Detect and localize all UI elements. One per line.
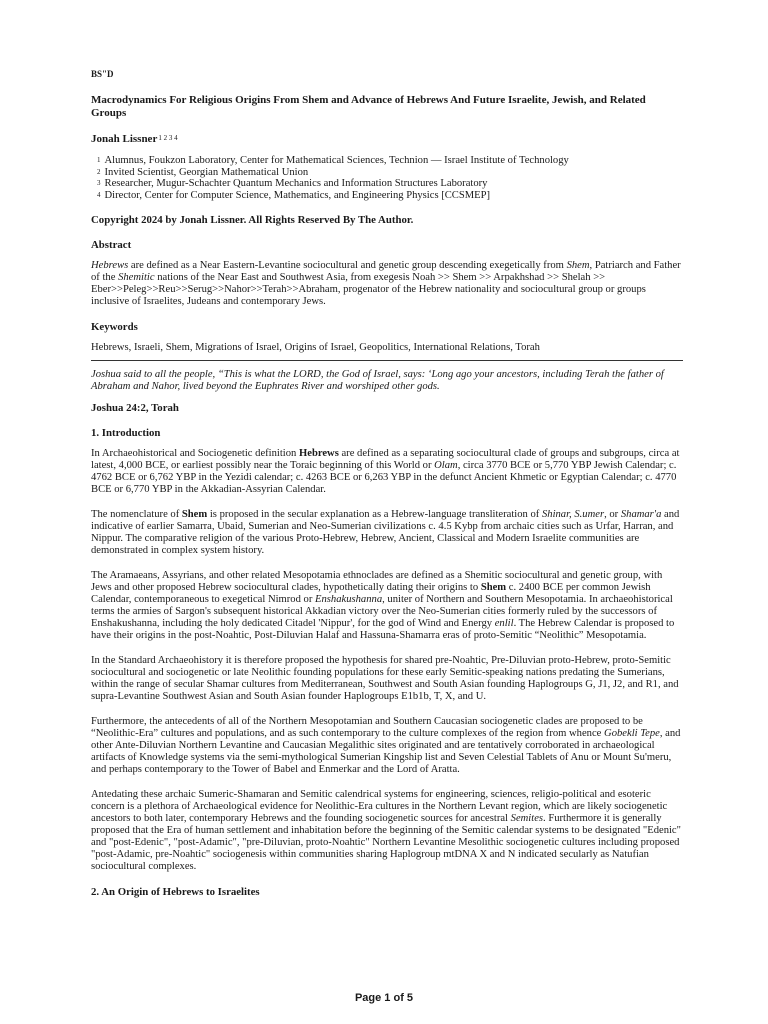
intro-paragraph-1: In Archaeohistorical and Sociogenetic definition Hebrews are defined as a separating sociocultural clade of groups and subgroups, circa at latest, 4,000 BCE, or earliest possibly near the Toraic beginning of this World or Olam, circa 3770 BCE or 5,770 YBP Jewish Calendar; c. 4762 BCE or 6,762 YBP in the Yezidi calendar; c. 4263 BCE or 6,263 YBP in the defunct Ancient Khmetic or Egyptian Calendar; c. 4770 BCE or 6,770 YBP in the Akkadian-Assyrian Calendar. <box>91 448 680 495</box>
section-2-heading: 2. An Origin of Hebrews to Israelites <box>91 886 260 898</box>
affiliation-4-text: Director, Center for Computer Science, Mathematics, and Engineering Physics [CCSMEP] <box>104 189 491 201</box>
affiliation-4 <box>97 190 683 202</box>
affiliation-4-num: 4 <box>97 190 101 199</box>
paper-title: Macrodynamics For Religious Origins From Shem and Advance of Hebrews And Future Israelite, Jewish, and Related Groups <box>91 94 646 119</box>
bsd-header: BS"D <box>91 69 114 79</box>
divider-rule <box>91 360 683 361</box>
intro-paragraph-2: The nomenclature of Shem is proposed in the secular explanation as a Hebrew-language transliteration of Shinar, S.umer, or Shamar'a and indicative of earlier Samarra, Ubaid, Sumerian and Neo-Sumerian civilizations c. 4.5 Kybp from archaic cities such as Urfar, Harran, and Nippur. The comparative religion of the various Proto-Hebrew, Hebrew, Ancient, Classical and Modern Israelite communities are demonstrated in complex system history. <box>91 509 680 556</box>
affiliation-1-text: Alumnus, Foukzon Laboratory, Center for Mathematical Sciences, Technion — Israel Institute of Technology <box>104 155 569 166</box>
affiliation-2 <box>97 167 683 179</box>
abstract-text: Hebrews are defined as a Near Eastern-Levantine sociocultural and genetic group descending exegetically from Shem, Patriarch and Father of the Shemitic nations of the Near East and Southwest Asia, from exegesis Noah >> Shem >> Arpakhshad >> Shelah >> Eber>>Peleg>>Reu>>Serug>>Nahor>>Terah>>Abraham, progenator of the Hebrew nationality and sociocultural group or groups inclusive of Israelites, Judeans and contemporary Jews. <box>91 260 681 307</box>
intro-paragraph-4: In the Standard Archaeohistory it is therefore proposed the hypothesis for shared pre-Noahtic, Pre-Diluvian proto-Hebrew, proto-Semitic sociocultural and sociogenetic or late Neolithic founding populations for these early Semitic-speaking nations predating the Sumerians, within the range of secular Shamar cultures from Mediterranean, Southwest and South Asian founding Haplogroups G, J1, J2, and R1, and supra-Levantine Southwest Asian and South Asian founder Haplogroups E1b1b, T, X, and U. <box>91 655 679 702</box>
affiliation-1 <box>97 155 683 167</box>
intro-paragraph-5: Furthermore, the antecedents of all of the Northern Mesopotamian and Southern Caucasian sociogenetic clades are proposed to be “Neolithic-Era” cultures and populations, and as such contemporary to the culture complexes of the region from whence Gobekli Tepe, and other Ante-Diluvian Northern Levantine and Caucasian Megalithic sites originated and are tentatively corroborated in archaeological artifacts of Knowledge systems via the semi-mythological Sumerian Kingship list and Seven Celestial Tablets of Anu or Mount Su'meru, and perhaps contemporary to the Tower of Babel and Enmerkar and the Lord of Aratta. <box>91 716 681 775</box>
affiliation-3-num: 3 <box>97 179 101 187</box>
author-name: Jonah Lissner <box>91 133 158 145</box>
affiliation-3-text: Researcher, Mugur-Schachter Quantum Mechanics and Information Structures Laboratory <box>104 178 488 189</box>
affiliation-2-num: 2 <box>97 167 101 176</box>
page-number: Page 1 of 5 <box>354 992 414 1004</box>
intro-paragraph-6: Antedating these archaic Sumeric-Shamaran and Semitic calendrical systems for engineering, sciences, religio-political and esoteric concern is a plethora of Archaeological evidence for Neolithic-Era cultures in the Northern Levant region, which are likely sociogenetic ancestors to both later, contemporary Hebrews and the founding sociogenetic sources for ancestral Semites. Furthermore it is generally proposed that the Era of human settlement and inhabitation before the beginning of the Semitic calendar systems to be designated "Edenic" and "post-Edenic", "post-Adamic", "pre-Diluvian, proto-Noahtic" Northern Levantine Mesolithic sociogenetic cultures including proposed "post-Adamic, pre-Noahtic" sociogenesis within communities sharing Haplogroup mtDNA X and N indicated secularly as Natufian sociocultural complexes. <box>91 789 681 872</box>
affiliation-2-text: Invited Scientist, Georgian Mathematical Union <box>104 166 309 178</box>
affiliation-1-num: 1 <box>97 156 101 164</box>
affiliation-3 <box>97 178 683 190</box>
affiliations <box>97 155 683 201</box>
intro-paragraph-3: The Aramaeans, Assyrians, and other related Mesopotamia ethnoclades are defined as a Shemitic sociocultural and genetic group, with Jews and other proposed Hebrew sociocultural clades, hypothetically dating their origins to Shem c. 2400 BCE per common Jewish Calendar, contemporaneous to exegetical Nimrod or Enshakushanna, uniter of Northern and Southern Mesopotamia. In archaeohistorical terms the armies of Sargon's subsequent historical Akkadian victory over the Neo-Sumerian cities formerly ruled by the successors of Enshakushanna, including the holy dedicated Citadel 'Nippur', for the god of Wind and Energy enlil. The Hebrew Calendar is proposed to have their origins in the post-Noahtic, Post-Diluvian Halaf and Hassuna-Shamarra eras of proto-Semitic “Neolithic” Mesopotamia. <box>91 570 675 641</box>
keywords-text: Hebrews, Israeli, Shem, Migrations of Israel, Origins of Israel, Geopolitics, International Relations, Torah <box>91 342 540 353</box>
epigraph-reference: Joshua 24:2, Torah <box>91 402 179 414</box>
section-1-heading: 1. Introduction <box>91 427 161 439</box>
author-line <box>91 133 683 145</box>
keywords-heading: Keywords <box>91 321 138 333</box>
author-superscripts: 1 2 3 4 <box>158 134 178 142</box>
epigraph-quote: Joshua said to all the people, “This is what the LORD, the God of Israel, says: ‘Long ago your ancestors, including Terah the father of Abraham and Nahor, lived beyond the Euphrates River and worshiped other gods. <box>91 369 664 392</box>
page-content <box>91 68 683 898</box>
abstract-heading: Abstract <box>91 239 132 251</box>
copyright-notice: Copyright 2024 by Jonah Lissner. All Rights Reserved By The Author. <box>91 214 414 226</box>
